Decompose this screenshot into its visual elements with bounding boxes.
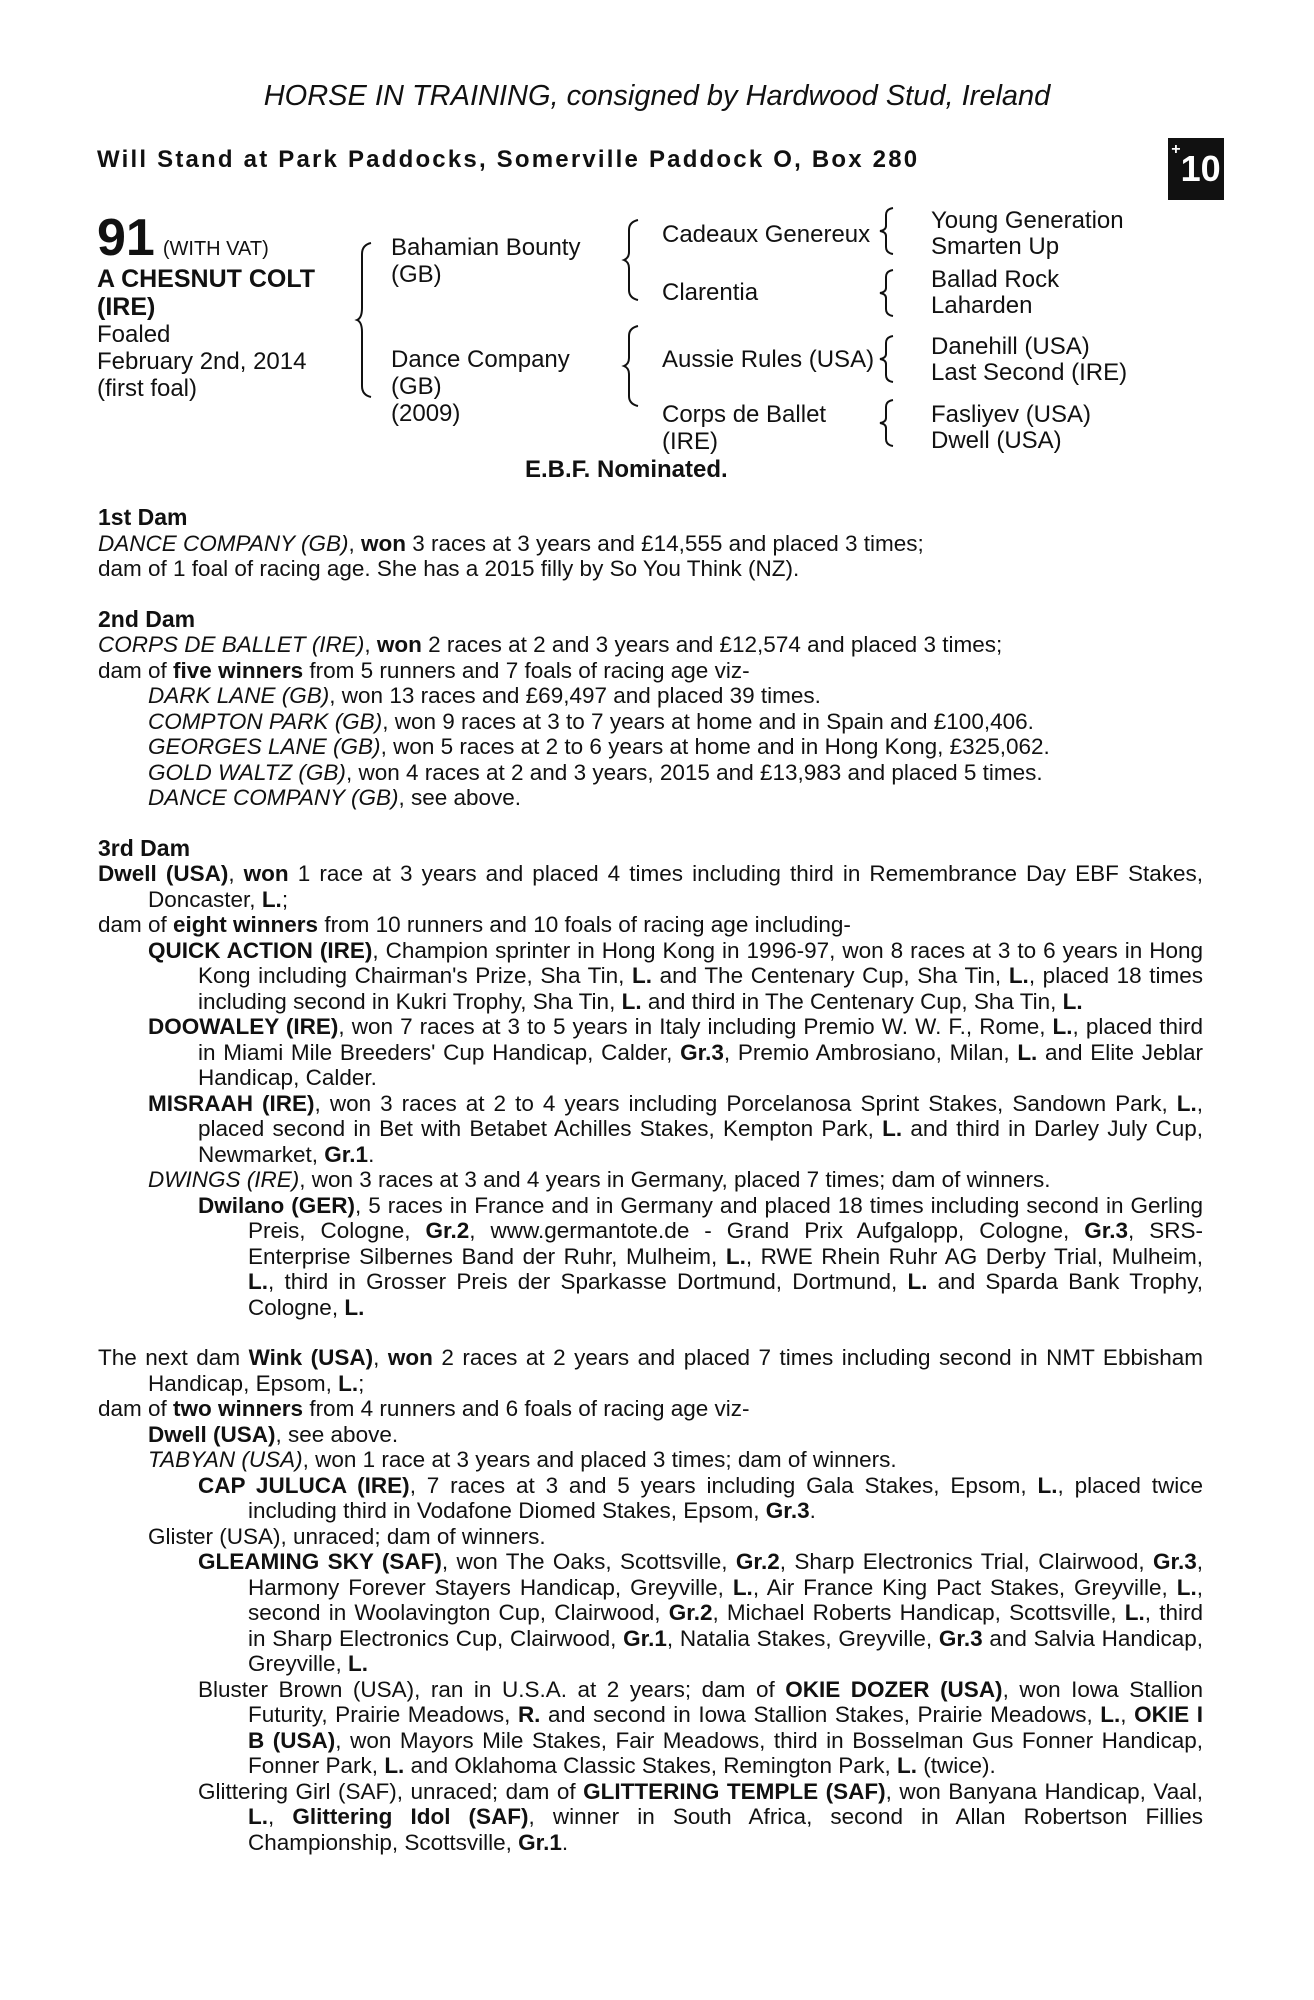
grandsire-maternal: Aussie Rules (USA) — [662, 346, 875, 373]
sep: , — [348, 530, 361, 556]
lot-desc-line2: (IRE) — [97, 293, 156, 321]
foaled-date: February 2nd, 2014 — [97, 348, 307, 375]
record-text: , won 3 races at 3 and 4 years in Germany, placed 7 times; dam of winners. — [299, 1167, 1051, 1192]
record-text: , second in Woolavington Cup, Clairwood, — [248, 1574, 1203, 1625]
text: . — [809, 1498, 816, 1523]
record-text: , third in Grosser Preis der Sparkasse Dortmund, Dortmund, — [268, 1269, 908, 1294]
horse-name: GOLD WALTZ (GB) — [148, 759, 346, 785]
record-text: , won 3 races at 2 to 4 years including Porcelanosa Sprint Stakes, Sandown Park, — [314, 1090, 1177, 1116]
record-text: , won 13 races and £69,497 and placed 39 times. — [329, 683, 821, 708]
produce-entry — [98, 1193, 1203, 1321]
grade: Gr.3 — [1152, 1549, 1197, 1574]
produce-entry — [98, 734, 1203, 760]
horse-name: Dwilano (GER) — [198, 1192, 355, 1218]
record-text: , won 5 races at 2 to 6 years at home and in Hong Kong, £325,062. — [380, 734, 1050, 759]
record-text: and third in Darley July Cup, Newmarket, — [198, 1116, 1204, 1167]
lot-heading — [97, 208, 269, 268]
granddam-paternal: Clarentia — [662, 279, 759, 306]
grade: L. — [631, 963, 652, 988]
horse-name: OKIE DOZER (USA) — [785, 1676, 1003, 1702]
grade: L. — [907, 1269, 928, 1294]
grade: L. — [1037, 1472, 1058, 1498]
horse-name: GLEAMING SKY (SAF) — [198, 1549, 442, 1574]
record-text: , placed second in Bet with Betabet Achilles Stakes, Kempton Park, — [198, 1090, 1203, 1141]
third-dam-record — [98, 861, 1203, 912]
produce-entry — [98, 1447, 1203, 1473]
winners-count: two winners — [173, 1396, 304, 1421]
grade: Gr.2 — [735, 1549, 780, 1574]
record-text: , placed twice including third in Vodafone Diomed Stakes, Epsom, — [248, 1472, 1204, 1523]
record-text: , won 4 races at 2 and 3 years, 2015 and £13,983 and placed 5 times. — [345, 759, 1043, 785]
grade: L. — [1124, 1600, 1145, 1625]
sire-name-line1: Bahamian Bounty — [391, 234, 581, 261]
record-text: , 5 races in France and in Germany and placed 18 times including second in Gerling Preis, Cologne, — [248, 1192, 1203, 1243]
record-text: , see above. — [398, 785, 522, 810]
produce-entry — [98, 709, 1203, 735]
produce-entry — [98, 1549, 1203, 1677]
produce-entry: Glister (USA), unraced; dam of winners. — [148, 1523, 546, 1549]
dam-name-line1: Dance Company — [391, 346, 570, 373]
record-text: Bluster Brown (USA), ran in U.S.A. at 2 years; dam of — [198, 1676, 786, 1702]
produce-entry — [98, 1422, 1203, 1448]
grade: Gr.1 — [324, 1141, 369, 1167]
grade: L. — [897, 1753, 918, 1778]
record-text: , placed third in Miami Mile Breeders' Cup Handicap, Calder, — [198, 1014, 1204, 1065]
text: . — [561, 1829, 569, 1855]
record-text: , RWE Rhein Ruhr AG Derby Trial, Mulheim, — [745, 1243, 1203, 1269]
won-label: won — [387, 1345, 433, 1370]
produce-entry — [98, 1779, 1203, 1856]
horse-name: GEORGES LANE (GB) — [148, 734, 381, 759]
lot-number: 91 — [97, 209, 155, 267]
ebf-nominated: E.B.F. Nominated. — [525, 456, 728, 483]
winners-count: five winners — [173, 657, 304, 683]
text: ; — [358, 1370, 365, 1396]
catalogue-body — [98, 505, 1203, 1855]
produce-entry — [98, 760, 1203, 786]
text: . — [368, 1141, 375, 1167]
winners-count: eight winners — [173, 912, 319, 937]
text: (twice). — [917, 1753, 996, 1778]
record-text: and second in Iowa Stallion Stakes, Prairie Meadows, — [540, 1702, 1101, 1727]
record-text: , won 9 races at 3 to 7 years at home and in Spain and £100,406. — [382, 708, 1034, 734]
text: from 5 runners and 7 foals of racing age viz- — [303, 657, 750, 683]
horse-name: QUICK ACTION (IRE) — [148, 937, 373, 963]
record-text: and Sparda Bank Trophy, Cologne, — [248, 1269, 1203, 1320]
record-text: 1 race at 3 years and placed 4 times including third in Remembrance Day EBF Stakes, Doncaster, — [148, 861, 1203, 912]
record-text: , won 1 race at 3 years and placed 3 times; dam of winners. — [302, 1447, 897, 1472]
third-dam-produce — [98, 912, 1203, 938]
record-text: , Harmony Forever Stayers Handicap, Greyville, — [248, 1549, 1204, 1600]
text: from 10 runners and 10 foals of racing age including- — [318, 912, 851, 937]
pedigree-bracket-sire — [624, 218, 642, 302]
pedigree-bracket-main — [357, 240, 377, 400]
record-text: , Champion sprinter in Hong Kong in 1996-97, won 8 races at 3 to 6 years in Hong Kong including Chairman's Prize, Sha Tin, — [198, 937, 1203, 988]
record-text: and Salvia Handicap, Greyville, — [248, 1625, 1203, 1676]
grade: L. — [248, 1804, 268, 1829]
produce-entry — [98, 938, 1203, 1015]
record-text: , won Banyana Handicap, Vaal, — [885, 1778, 1203, 1804]
horse-name: Dwell (USA) — [148, 1421, 276, 1447]
text: from 4 runners and 6 foals of racing age viz- — [303, 1396, 750, 1421]
horse-name: MISRAAH (IRE) — [148, 1090, 315, 1116]
first-dam-name: DANCE COMPANY (GB) — [98, 530, 349, 556]
next-dam-record — [98, 1345, 1203, 1396]
badge-plus: + — [1171, 141, 1181, 158]
granddam-maternal-line2: (IRE) — [662, 428, 718, 455]
grade: L. — [1062, 988, 1083, 1014]
record-text: , won Iowa Stallion Futurity, Prairie Meadows, — [248, 1676, 1203, 1727]
stand-location: Will Stand at Park Paddocks, Somerville Paddock O, Box 280 — [97, 146, 920, 173]
text: dam of — [98, 1396, 174, 1421]
page-title: HORSE IN TRAINING, consigned by Hardwood Stud, Ireland — [263, 80, 1051, 112]
produce-entry — [98, 1014, 1203, 1091]
horse-name: GLITTERING TEMPLE (SAF) — [583, 1778, 886, 1804]
grade: L. — [384, 1753, 405, 1778]
won-label: won — [243, 861, 289, 886]
grade: L. — [1052, 1014, 1073, 1039]
grandsire-paternal: Cadeaux Genereux — [662, 221, 871, 248]
text: dam of — [98, 657, 174, 683]
horse-name: COMPTON PARK (GB) — [148, 708, 383, 734]
sep: , — [1120, 1702, 1135, 1727]
horse-name: CAP JULUCA (IRE) — [198, 1472, 410, 1498]
foaled-info — [97, 321, 306, 402]
dam-name-line2: (GB) — [391, 373, 442, 400]
won-label: won — [360, 530, 406, 556]
record-text: , won 7 races at 3 to 5 years in Italy including Premio W. W. F., Rome, — [338, 1014, 1053, 1039]
second-dam-name: CORPS DE BALLET (IRE) — [98, 632, 365, 657]
won-label: won — [376, 632, 422, 657]
lot-desc-line1: A CHESNUT COLT — [97, 265, 316, 293]
horse-name: TABYAN (USA) — [148, 1447, 303, 1472]
record-text: , winner in South Africa, second in Allan Robertson Fillies Championship, Scottsville, — [248, 1804, 1203, 1855]
second-dam-produce — [98, 658, 1203, 684]
record-text: , won Mayors Mile Stakes, Fair Meadows, third in Bosselman Gus Fonner Handicap, Fonner Park, — [248, 1727, 1203, 1778]
produce-entry — [98, 785, 1203, 811]
grade: Gr.3 — [765, 1498, 810, 1523]
record-text: , Natalia Stakes, Greyville, — [666, 1625, 939, 1651]
ggs-fasliyev: Fasliyev (USA) — [931, 401, 1092, 428]
first-dam-produce: dam of 1 foal of racing age. She has a 2015 filly by So You Think (NZ). — [98, 556, 800, 581]
grade: Gr.2 — [425, 1218, 470, 1243]
record-text: , Sharp Electronics Trial, Clairwood, — [779, 1549, 1153, 1574]
record-text: , SRS-Enterprise Silbernes Band der Ruhr, Mulheim, — [248, 1218, 1203, 1269]
pedigree-bracket-dam — [624, 324, 642, 408]
record-text: , placed 18 times including second in Kukri Trophy, Sha Tin, — [198, 963, 1203, 1014]
grade: Gr.1 — [518, 1829, 562, 1855]
first-dam-record — [98, 531, 1203, 557]
grade: L. — [248, 1269, 268, 1294]
record-text: , Premio Ambrosiano, Milan, — [723, 1039, 1018, 1065]
second-dam-record — [98, 632, 1203, 658]
pedigree-bracket-gs1 — [880, 206, 896, 256]
horse-name: DWINGS (IRE) — [148, 1167, 300, 1192]
pedigree-bracket-gs2 — [880, 268, 896, 318]
horse-name: Wink (USA) — [248, 1345, 374, 1370]
lot-description — [97, 265, 315, 321]
lot-vat: (WITH VAT) — [162, 238, 269, 260]
pedigree-bracket-gs3 — [880, 334, 896, 384]
record-text: 2 races at 2 years and placed 7 times including second in NMT Ebbisham Handicap, Epsom, — [148, 1345, 1203, 1396]
sep: , — [364, 632, 377, 657]
second-dam-heading: 2nd Dam — [98, 605, 196, 632]
record-text: and Elite Jeblar Handicap, Calder. — [198, 1039, 1203, 1090]
grade: L. — [348, 1651, 369, 1676]
horse-name: OKIE I B (USA) — [248, 1702, 1203, 1753]
text: The next dam — [98, 1345, 249, 1370]
grade: L. — [621, 988, 642, 1014]
grade: L. — [732, 1574, 753, 1600]
ggs-laharden: Laharden — [931, 292, 1033, 319]
horse-name: DOOWALEY (IRE) — [148, 1014, 339, 1039]
sire-name — [391, 234, 580, 288]
lot-badge — [1168, 138, 1224, 200]
text: ; — [281, 886, 289, 912]
record-text: , www.germantote.de - Grand Prix Aufgalopp, Cologne, — [469, 1218, 1085, 1243]
grade: Gr.3 — [938, 1625, 983, 1651]
record-text: , third in Sharp Electronics Cup, Clairwood, — [248, 1600, 1203, 1651]
grade: Gr.3 — [680, 1039, 724, 1065]
grade: L. — [725, 1243, 746, 1269]
grade: Gr.3 — [1084, 1218, 1129, 1243]
ggs-dwell: Dwell (USA) — [931, 427, 1062, 454]
first-dam-heading: 1st Dam — [98, 504, 188, 530]
record-text: , Michael Roberts Handicap, Scottsville, — [712, 1600, 1125, 1625]
record-text: , Air France King Pact Stakes, Greyville, — [752, 1574, 1177, 1600]
record-text: and third in The Centenary Cup, Sha Tin, — [641, 988, 1063, 1014]
grade: L. — [1017, 1039, 1038, 1065]
grade: L. — [344, 1294, 365, 1320]
foaled-label: Foaled — [97, 321, 171, 348]
foal-note: (first foal) — [97, 375, 198, 402]
grade: L. — [338, 1370, 359, 1396]
record-text: Glittering Girl (SAF), unraced; dam of — [198, 1778, 584, 1804]
horse-name: DARK LANE (GB) — [148, 683, 330, 708]
horse-name: Glittering Idol (SAF) — [292, 1804, 529, 1829]
grade: L. — [1100, 1702, 1121, 1727]
record-text: and Oklahoma Classic Stakes, Remington Park, — [404, 1753, 898, 1778]
produce-entry — [98, 1167, 1203, 1193]
ggs-smarten-up: Smarten Up — [931, 233, 1060, 260]
record-text: 3 races at 3 years and £14,555 and placed 3 times; — [405, 530, 924, 556]
dam-name — [391, 346, 570, 427]
record-text: , won The Oaks, Scottsville, — [441, 1549, 736, 1574]
badge-number: 10 — [1180, 148, 1221, 189]
ggs-danehill: Danehill (USA) — [931, 333, 1090, 360]
granddam-maternal-line1: Corps de Ballet — [662, 401, 827, 428]
record-text: , see above. — [275, 1421, 399, 1447]
grade: R. — [517, 1702, 541, 1727]
next-dam-produce — [98, 1396, 1203, 1422]
grade: L. — [1176, 1574, 1197, 1600]
ggs-ballad-rock: Ballad Rock — [931, 266, 1060, 293]
sep: , — [268, 1804, 293, 1829]
sep: , — [228, 861, 244, 886]
ggs-last-second: Last Second (IRE) — [931, 359, 1128, 386]
grade: L. — [1176, 1090, 1197, 1116]
record-text: , 7 races at 3 and 5 years including Gala Stakes, Epsom, — [409, 1472, 1038, 1498]
produce-entry — [98, 683, 1203, 709]
sire-name-line2: (GB) — [391, 261, 442, 288]
horse-name: DANCE COMPANY (GB) — [148, 785, 399, 810]
grade: L. — [1008, 963, 1029, 988]
third-dam-heading: 3rd Dam — [98, 834, 191, 861]
record-text: 2 races at 2 and 3 years and £12,574 and placed 3 times; — [421, 632, 1003, 657]
produce-entry — [98, 1473, 1203, 1524]
produce-entry — [98, 1091, 1203, 1168]
grade: Gr.2 — [668, 1600, 713, 1625]
pedigree-bracket-gs4 — [880, 398, 896, 448]
grade: L. — [882, 1116, 903, 1141]
text: dam of — [98, 912, 174, 937]
horse-name: Dwell (USA) — [98, 861, 229, 886]
dam-name-line3: (2009) — [391, 400, 461, 427]
grade: L. — [261, 886, 282, 912]
produce-entry — [98, 1677, 1203, 1779]
sep: , — [373, 1345, 388, 1370]
ggs-young-generation: Young Generation — [931, 207, 1124, 234]
record-text: and The Centenary Cup, Sha Tin, — [651, 963, 1009, 988]
grade: Gr.1 — [623, 1625, 667, 1651]
granddam-maternal — [662, 401, 826, 455]
